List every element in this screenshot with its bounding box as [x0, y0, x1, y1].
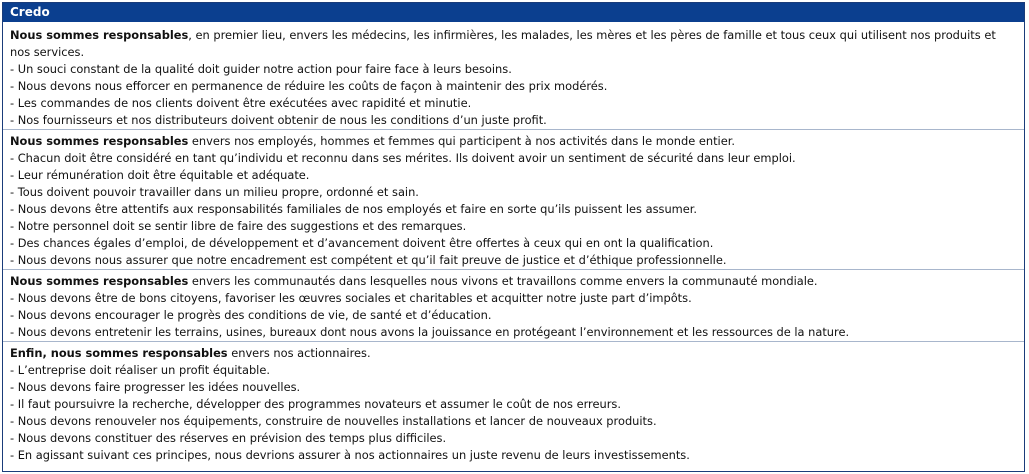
section-intro-text: envers nos actionnaires.	[227, 346, 371, 360]
list-item: - Nous devons renouveler nos équipements, construire de nouvelles installations et lancer de nouveaux produits.	[10, 414, 657, 428]
list-item: - Il faut poursuivre la recherche, développer des programmes novateurs et assumer le coût de nos erreurs.	[10, 397, 621, 411]
section-intro-text: envers nos employés, hommes et femmes qui participent à nos activités dans le monde entier.	[188, 134, 735, 148]
list-item: - En agissant suivant ces principes, nous devrions assurer à nos actionnaires un juste revenu de leurs investissements.	[10, 448, 690, 462]
section-intro-text: , en premier lieu, envers les médecins, les infirmières, les malades, les mères et les pères de famille et tous ceux qui utilisent nos produits et nos services.	[10, 28, 996, 59]
list-item: - Tous doivent pouvoir travailler dans un milieu propre, ordonné et sain.	[10, 185, 419, 199]
section-intro-text: envers les communautés dans lesquelles nous vivons et travaillons comme envers la communauté mondiale.	[188, 274, 818, 288]
list-item: - Des chances égales d’emploi, de développement et d’avancement doivent être offertes à ceux qui en ont la qualification.	[10, 236, 714, 250]
section-lead: Nous sommes responsables	[10, 134, 189, 148]
section-lead: Nous sommes responsables	[10, 274, 189, 288]
section-lead: Nous sommes responsables	[10, 28, 189, 42]
list-item: - Nous devons être attentifs aux responsabilités familiales de nos employés et faire en sorte qu’ils puissent les assumer.	[10, 202, 698, 216]
credo-section-employees	[3, 130, 1024, 270]
list-item: - Notre personnel doit se sentir libre de faire des suggestions et des remarques.	[10, 219, 467, 233]
list-item: - Nos fournisseurs et nos distributeurs doivent obtenir de nous les conditions d’un juste profit.	[10, 113, 547, 127]
credo-panel	[2, 2, 1025, 472]
list-item: - Nous devons entretenir les terrains, usines, bureaux dont nous avons la jouissance en protégeant l’environnement et les ressources de la nature.	[10, 325, 850, 339]
section-intro	[10, 273, 1017, 290]
list-item: - Nous devons être de bons citoyens, favoriser les œuvres sociales et charitables et acquitter notre juste part d’impôts.	[10, 291, 692, 305]
credo-section-communities	[3, 270, 1024, 342]
list-item: - L’entreprise doit réaliser un profit équitable.	[10, 363, 270, 377]
list-item: - Nous devons constituer des réserves en prévision des temps plus difficiles.	[10, 431, 447, 445]
panel-title: Credo	[3, 3, 1024, 22]
section-lead: Enfin, nous sommes responsables	[10, 346, 228, 360]
list-item: - Chacun doit être considéré en tant qu’individu et reconnu dans ses mérites. Ils doivent avoir un sentiment de sécurité dans leur emploi.	[10, 151, 796, 165]
list-item: - Un souci constant de la qualité doit guider notre action pour faire face à leurs besoins.	[10, 62, 512, 76]
section-intro	[10, 345, 1017, 362]
credo-section-customers	[3, 22, 1024, 130]
list-item: - Nous devons faire progresser les idées nouvelles.	[10, 380, 301, 394]
credo-section-shareholders	[3, 342, 1024, 464]
list-item: - Nous devons encourager le progrès des conditions de vie, de santé et d’éducation.	[10, 308, 492, 322]
list-item: - Leur rémunération doit être équitable et adéquate.	[10, 168, 310, 182]
list-item: - Nous devons nous assurer que notre encadrement est compétent et qu’il fait preuve de justice et d’éthique professionnelle.	[10, 253, 727, 267]
list-item: - Les commandes de nos clients doivent être exécutées avec rapidité et minutie.	[10, 96, 472, 110]
section-intro	[10, 133, 1017, 150]
section-intro	[10, 27, 1017, 61]
list-item: - Nous devons nous efforcer en permanence de réduire les coûts de façon à maintenir des prix modérés.	[10, 79, 608, 93]
